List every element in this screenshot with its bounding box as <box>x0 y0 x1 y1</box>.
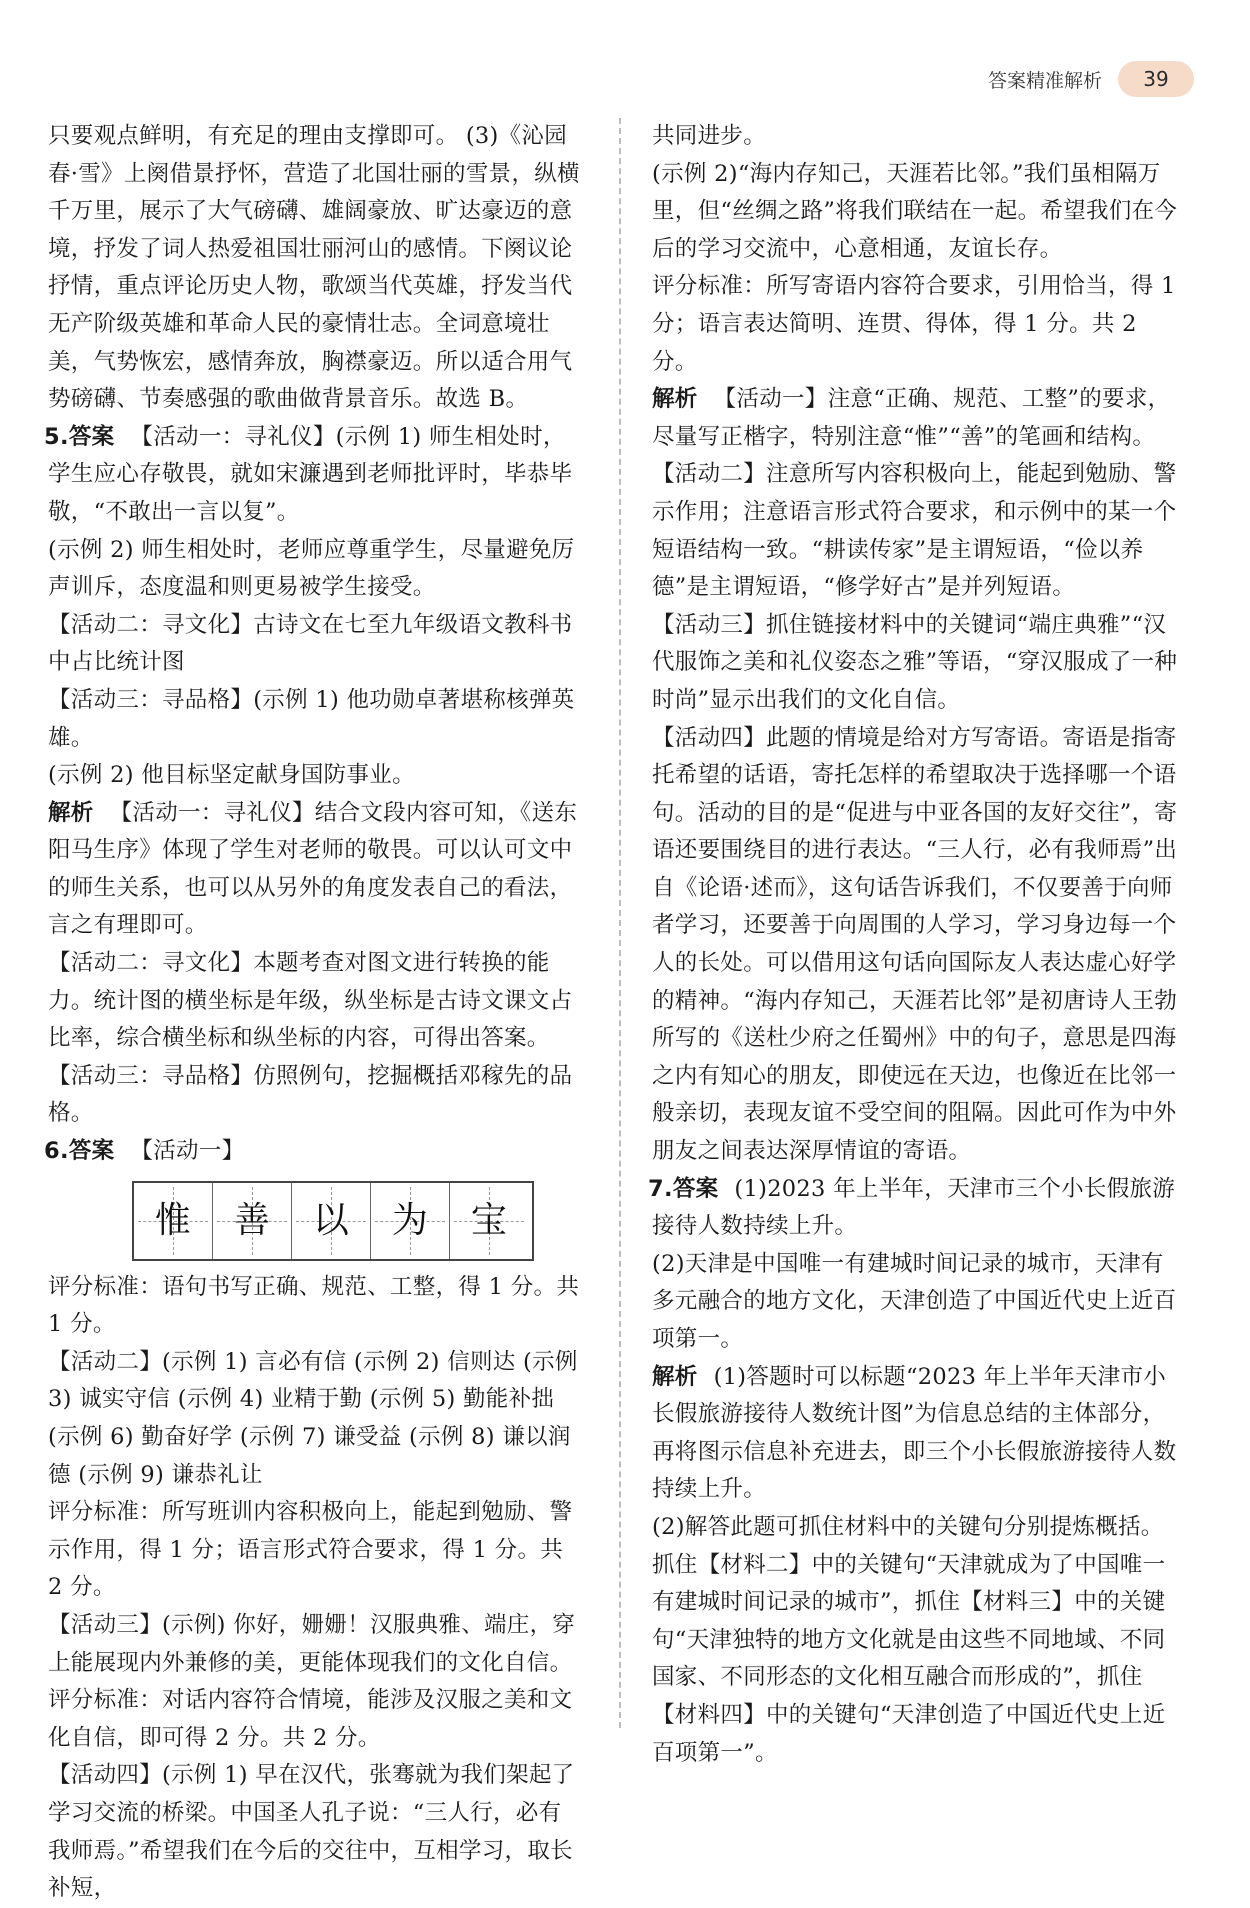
paragraph: (2)解答此题可抓住材料中的关键句分别提炼概括。抓住【材料二】中的关键句“天津就成为了中国唯一有建城时间记录的城市”，抓住【材料三】中的关键句“天津独特的地方文化就是由这些不同地域、不同国家、不同形态的文化相互融合而形成的”，抓住【材料四】中的关键句“天津创造了中国近代史上近百项第一”。 <box>652 1513 1166 1766</box>
paragraph: 只要观点鲜明，有充足的理由支撑即可。 (3)《沁园春·雪》上阕借景抒怀，营造了北国壮丽的雪景，纵横千万里，展示了大气磅礴、雄阔豪放、旷达豪迈的意境，抒发了词人热爱祖国壮丽河山的感情。下阕议论抒情，重点评论历史人物，歌颂当代英雄，抒发当代无产阶级英雄和革命人民的豪情壮志。全词意境壮美，气势恢宏，感情奔放，胸襟豪迈。所以适合用气势磅礴、节奏感强的歌曲做背景音乐。故选 B。 <box>48 123 580 413</box>
paragraph: 评分标准：对话内容符合情境，能涉及汉服之美和文化自信，即可得 2 分。共 2 分。 <box>48 1687 573 1751</box>
analysis-label: 解析 <box>652 386 698 413</box>
paragraph: 【活动三】抓住链接材料中的关键词“端庄典雅”“汉代服饰之美和礼仪姿态之雅”等语，“穿汉服成了一种时尚”显示出我们的文化自信。 <box>652 611 1178 713</box>
answer-text: 【活动一】 <box>130 1138 245 1165</box>
paragraph: 评分标准：所写寄语内容符合要求，引用恰当，得 1 分；语言表达简明、连贯、得体，得 1 分。共 2 分。 <box>652 273 1176 375</box>
question-6-analysis <box>652 381 1184 456</box>
column-divider <box>619 118 621 1728</box>
calligraphy-cell: 为 <box>371 1183 450 1259</box>
answer-label: 答案 <box>672 1175 719 1202</box>
question-5-analysis <box>48 795 580 945</box>
analysis-text: 【活动一】注意“正确、规范、工整”的要求，尽量写正楷字，特别注意“惟”“善”的笔画和结构。 <box>652 386 1171 450</box>
question-number: 7. <box>648 1175 673 1202</box>
paragraph: 【活动四】(示例 1) 早在汉代，张骞就为我们架起了学习交流的桥梁。中国圣人孔子说：“三人行，必有我师焉。”希望我们在今后的交往中，互相学习，取长补短， <box>48 1762 575 1902</box>
answer-text: 【活动一：寻礼仪】(示例 1) 师生相处时，学生应心存敬畏，就如宋濂遇到老师批评时，毕恭毕敬，“不敢出一言以复”。 <box>48 423 573 525</box>
page-header <box>988 60 1194 98</box>
question-7-answer <box>648 1171 1184 1246</box>
right-column <box>648 118 1184 1772</box>
question-number: 5. <box>44 423 69 450</box>
analysis-label: 解析 <box>652 1363 698 1390</box>
answer-label: 答案 <box>68 1138 115 1165</box>
paragraph: 【活动三：寻品格】仿照例句，挖掘概括邓稼先的品格。 <box>48 1062 573 1127</box>
paragraph: 【活动三：寻品格】(示例 1) 他功勋卓著堪称核弹英雄。 <box>48 686 575 751</box>
left-column <box>44 118 580 1908</box>
calligraphy-cell: 以 <box>292 1183 371 1259</box>
paragraph: 【活动二：寻文化】古诗文在七至九年级语文教科书中占比统计图 <box>48 611 573 676</box>
calligraphy-cell: 宝 <box>450 1183 528 1259</box>
analysis-text: 【活动一：寻礼仪】结合文段内容可知，《送东阳马生序》体现了学生对老师的敬畏。可以认可文中的师生关系，也可以从另外的角度发表自己的看法，言之有理即可。 <box>48 799 578 939</box>
question-5-answer <box>44 419 580 532</box>
paragraph: 评分标准：所写班训内容积极向上，能起到勉励、警示作用，得 1 分；语言形式符合要求，得 1 分。共 2 分。 <box>48 1499 573 1601</box>
paragraph: 共同进步。 <box>652 123 767 149</box>
paragraph: 评分标准：语句书写正确、规范、工整，得 1 分。共 1 分。 <box>48 1273 580 1338</box>
question-7-analysis <box>652 1359 1184 1509</box>
analysis-text: (1)答题时可以标题“2023 年上半年天津市小长假旅游接待人数统计图”为信息总结的主体部分，再将图示信息补充进去，即三个小长假旅游接待人数持续上升。 <box>652 1363 1177 1503</box>
paragraph: 【活动二】注意所写内容积极向上，能起到勉励、警示作用；注意语言形式符合要求，和示例中的某一个短语结构一致。“耕读传家”是主谓短语，“俭以养德”是主谓短语，“修学好古”是并列短语。 <box>652 461 1177 601</box>
calligraphy-cell: 惟 <box>134 1183 213 1259</box>
answer-text: (1)2023 年上半年，天津市三个小长假旅游接待人数持续上升。 <box>652 1175 1176 1240</box>
paragraph: 【活动二：寻文化】本题考查对图文进行转换的能力。统计图的横坐标是年级，纵坐标是古诗文课文占比率，综合横坐标和纵坐标的内容，可得出答案。 <box>48 950 573 1052</box>
paragraph: 【活动二】(示例 1) 言必有信 (示例 2) 信则达 (示例 3) 诚实守信 (示例 4) 业精于勤 (示例 5) 勤能补拙 (示例 6) 勤奋好学 (示例 7) 谦受益 (示例 8) 谦以润德 (示例 9) 谦恭礼让 <box>48 1348 578 1488</box>
answer-label: 答案 <box>68 423 115 450</box>
paragraph: 【活动三】(示例) 你好，姗姗！汉服典雅、端庄，穿上能展现内外兼修的美，更能体现我们的文化自信。 <box>48 1611 576 1676</box>
header-title: 答案精准解析 <box>987 69 1102 92</box>
paragraph: (示例 2)“海内存知己，天涯若比邻。”我们虽相隔万里，但“丝绸之路”将我们联结在一起。希望我们在今后的学习交流中，心意相通，友谊长存。 <box>652 160 1178 262</box>
page-number: 39 <box>1118 61 1194 97</box>
paragraph: 【活动四】此题的情境是给对方写寄语。寄语是指寄托希望的话语，寄托怎样的希望取决于选择哪一个语句。活动的目的是“促进与中亚各国的友好交往”，寄语还要围绕目的进行表达。“三人行，必有我师焉”出自《论语·述而》，这句话告诉我们，不仅要善于向师者学习，还要善于向周围的人学习，学习身边每一个人的长处。可以借用这句话向国际友人表达虚心好学的精神。“海内存知己，天涯若比邻”是初唐诗人王勃所写的《送杜少府之任蜀州》中的句子，意思是四海之内有知心的朋友，即使远在天边，也像近在比邻一般亲切，表现友谊不受空间的阻隔。因此可作为中外朋友之间表达深厚情谊的寄语。 <box>652 724 1178 1165</box>
calligraphy-cell: 善 <box>213 1183 292 1259</box>
paragraph: (示例 2) 师生相处时，老师应尊重学生，尽量避免厉声训斥，态度温和则更易被学生接受。 <box>48 536 575 601</box>
question-6-answer <box>44 1133 580 1171</box>
analysis-label: 解析 <box>48 799 94 826</box>
paragraph: (示例 2) 他目标坚定献身国防事业。 <box>48 762 415 789</box>
calligraphy-grid <box>132 1181 534 1261</box>
paragraph: (2)天津是中国唯一有建城时间记录的城市，天津有多元融合的地方文化，天津创造了中国近代史上近百项第一。 <box>652 1250 1177 1352</box>
question-number: 6. <box>44 1138 69 1165</box>
